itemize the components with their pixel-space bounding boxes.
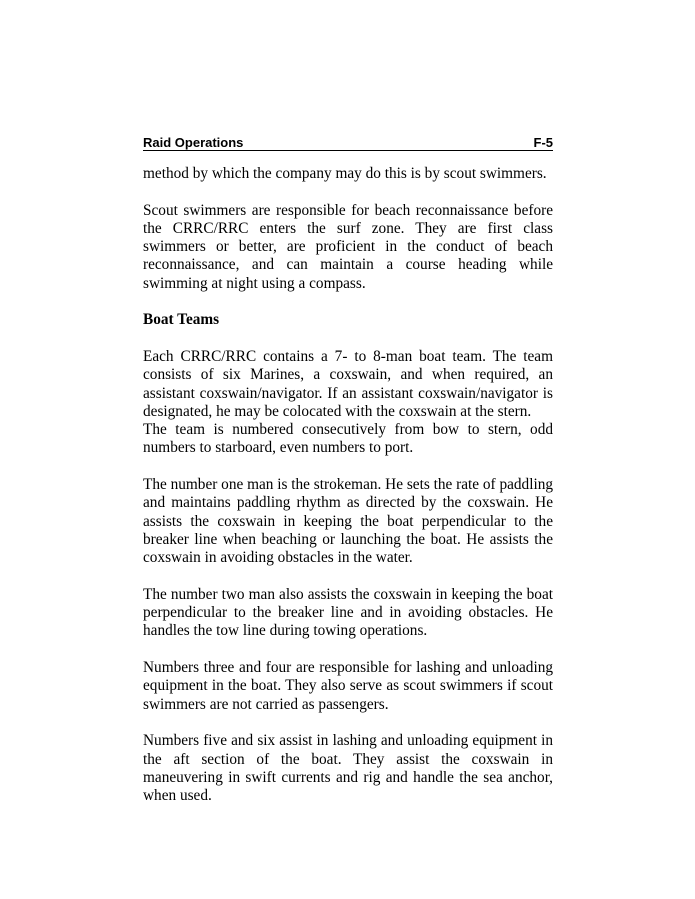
paragraph-numbers-five-six: Numbers five and six assist in lashing and unloading equipment in the aft section of the boat. They assist the coxswain in maneuvering in swift currents and rig and handle the sea anchor, when used.: [143, 732, 553, 805]
header-title: Raid Operations: [143, 135, 244, 150]
running-header: [143, 135, 553, 151]
paragraph-boat-team-composition: Each CRRC/RRC contains a 7- to 8-man boat team. The team consists of six Marines, a coxswain, and when required, an assistant coxswain/navigator. If an assistant coxswain/navigator is designated, he may be colocated with the coxswain at the stern. The team is numbered consecutively from bow to stern, odd numbers to starboard, even numbers to port.: [143, 347, 553, 457]
paragraph-numbers-three-four: Numbers three and four are responsible for lashing and unloading equipment in the boat. They also serve as scout swimmers if scout swimmers are not carried as passengers.: [143, 659, 553, 713]
paragraph-continuation: method by which the company may do this is by scout swimmers.: [143, 165, 547, 182]
header-page-number: F-5: [533, 135, 553, 150]
section-heading-boat-teams: Boat Teams: [143, 311, 220, 329]
body-text: [143, 165, 553, 824]
paragraph-scout-swimmers: Scout swimmers are responsible for beach reconnaissance before the CRRC/RRC enters the surf zone. They are first class swimmers or better, are proficient in the conduct of beach reconnaissance, and can maintain a course heading while swimming at night using a compass.: [143, 201, 553, 292]
paragraph-number-one-man: The number one man is the strokeman. He sets the rate of paddling and maintains paddling rhythm as directed by the coxswain. He assists the coxswain in keeping the boat perpendicular to the breaker line when beaching or launching the boat. He assists the coxswain in avoiding obstacles in the water.: [143, 476, 553, 567]
paragraph-number-two-man: The number two man also assists the coxswain in keeping the boat perpendicular to the breaker line and in avoiding obstacles. He handles the tow line during towing operations.: [143, 585, 553, 640]
